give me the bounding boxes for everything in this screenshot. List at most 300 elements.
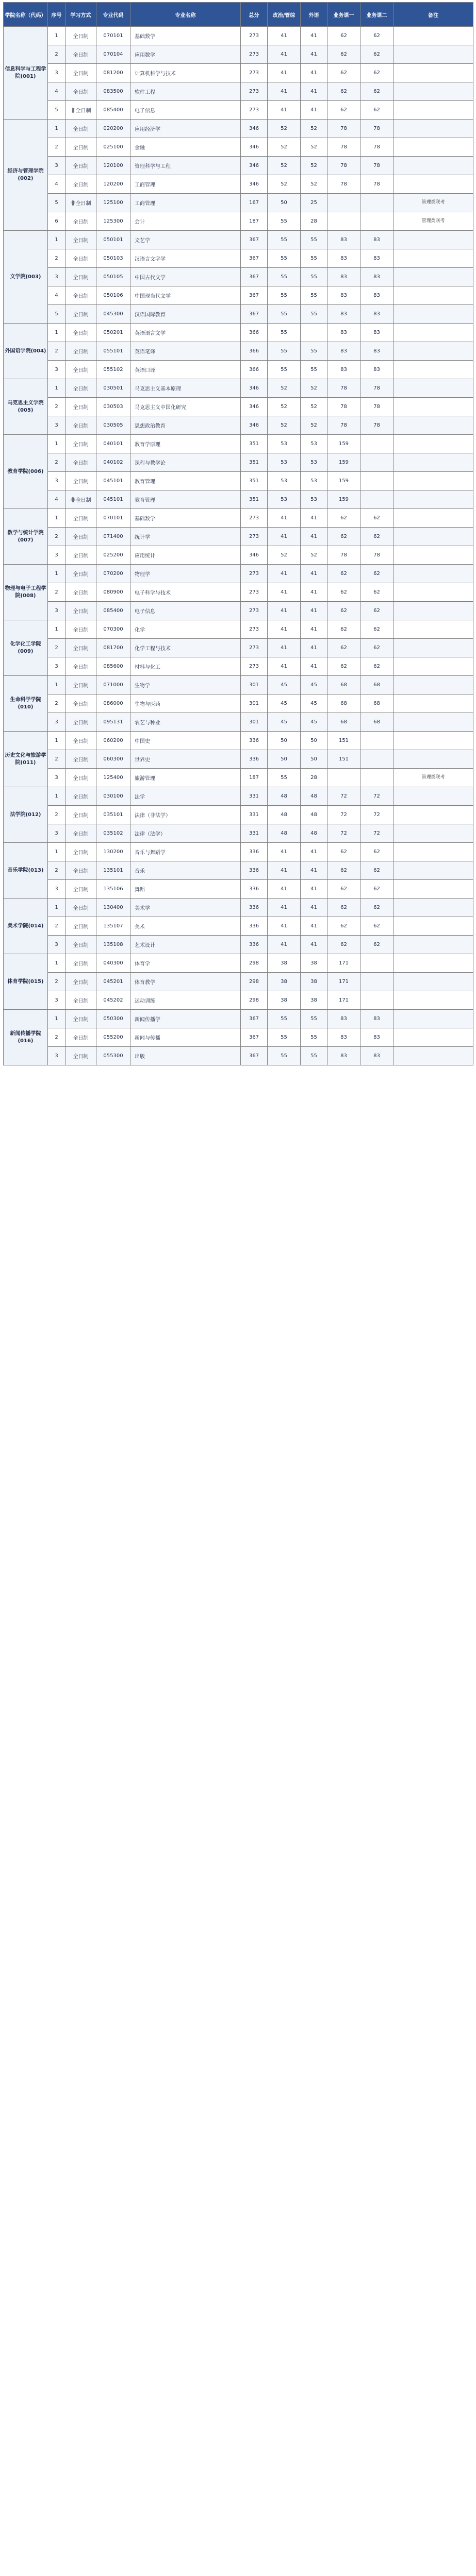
politics-cell: 41 bbox=[268, 843, 301, 861]
header-course-2: 业务课二 bbox=[360, 3, 393, 27]
note-cell bbox=[393, 82, 473, 101]
note-cell bbox=[393, 138, 473, 157]
index-cell: 2 bbox=[48, 45, 65, 64]
foreign-language-cell: 38 bbox=[301, 954, 327, 973]
note-cell bbox=[393, 620, 473, 639]
total-cell: 346 bbox=[241, 138, 268, 157]
major-name-cell: 英语笔译 bbox=[130, 342, 241, 361]
course-2-cell: 83 bbox=[360, 268, 393, 286]
college-cell: 音乐学院(013) bbox=[4, 843, 48, 899]
foreign-language-cell: 52 bbox=[301, 398, 327, 416]
course-1-cell: 83 bbox=[327, 305, 360, 324]
note-cell bbox=[393, 973, 473, 991]
course-2-cell: 83 bbox=[360, 361, 393, 379]
note-cell bbox=[393, 713, 473, 732]
table-row bbox=[4, 769, 473, 787]
foreign-language-cell: 52 bbox=[301, 157, 327, 175]
major-name-cell: 中国古代文学 bbox=[130, 268, 241, 286]
foreign-language-cell: 55 bbox=[301, 305, 327, 324]
table-row bbox=[4, 472, 473, 490]
foreign-language-cell: 45 bbox=[301, 694, 327, 713]
college-cell: 新闻传播学院(016) bbox=[4, 1010, 48, 1065]
major-name-cell: 基础数学 bbox=[130, 509, 241, 528]
foreign-language-cell: 41 bbox=[301, 528, 327, 546]
politics-cell: 38 bbox=[268, 954, 301, 973]
course-1-cell: 62 bbox=[327, 657, 360, 676]
course-2-cell: 78 bbox=[360, 546, 393, 565]
study-mode-cell: 非全日制 bbox=[65, 194, 96, 212]
table-row bbox=[4, 973, 473, 991]
table-header-row bbox=[4, 3, 473, 27]
note-cell bbox=[393, 120, 473, 138]
note-cell bbox=[393, 583, 473, 602]
index-cell: 1 bbox=[48, 732, 65, 750]
note-cell bbox=[393, 64, 473, 82]
college-cell: 数学与统计学院(007) bbox=[4, 509, 48, 565]
foreign-language-cell: 41 bbox=[301, 565, 327, 583]
major-name-cell: 汉语言文字学 bbox=[130, 249, 241, 268]
index-cell: 3 bbox=[48, 1047, 65, 1065]
note-cell bbox=[393, 1047, 473, 1065]
course-1-cell: 78 bbox=[327, 546, 360, 565]
course-1-cell: 78 bbox=[327, 398, 360, 416]
total-cell: 273 bbox=[241, 82, 268, 101]
study-mode-cell: 全日制 bbox=[65, 45, 96, 64]
table-row bbox=[4, 231, 473, 249]
major-name-cell: 教育管理 bbox=[130, 472, 241, 490]
course-2-cell: 83 bbox=[360, 231, 393, 249]
major-name-cell: 体育教学 bbox=[130, 973, 241, 991]
note-cell bbox=[393, 602, 473, 620]
index-cell: 1 bbox=[48, 324, 65, 342]
table-row bbox=[4, 991, 473, 1010]
major-code-cell: 040102 bbox=[96, 453, 130, 472]
major-code-cell: 055200 bbox=[96, 1028, 130, 1047]
study-mode-cell: 全日制 bbox=[65, 286, 96, 305]
index-cell: 3 bbox=[48, 657, 65, 676]
index-cell: 4 bbox=[48, 490, 65, 509]
index-cell: 3 bbox=[48, 546, 65, 565]
major-name-cell: 化学 bbox=[130, 620, 241, 639]
note-cell bbox=[393, 453, 473, 472]
major-code-cell: 071000 bbox=[96, 676, 130, 694]
course-1-cell: 159 bbox=[327, 472, 360, 490]
total-cell: 367 bbox=[241, 286, 268, 305]
major-code-cell: 055300 bbox=[96, 1047, 130, 1065]
major-name-cell: 生物与医药 bbox=[130, 694, 241, 713]
header-major-code: 专业代码 bbox=[96, 3, 130, 27]
major-name-cell: 应用经济学 bbox=[130, 120, 241, 138]
header-college: 学院名称（代码） bbox=[4, 3, 48, 27]
table-row bbox=[4, 917, 473, 936]
course-1-cell: 78 bbox=[327, 175, 360, 194]
study-mode-cell: 全日制 bbox=[65, 936, 96, 954]
table-row bbox=[4, 342, 473, 361]
index-cell: 3 bbox=[48, 880, 65, 899]
total-cell: 351 bbox=[241, 453, 268, 472]
course-2-cell: 68 bbox=[360, 713, 393, 732]
note-cell bbox=[393, 361, 473, 379]
course-2-cell: 62 bbox=[360, 509, 393, 528]
study-mode-cell: 全日制 bbox=[65, 305, 96, 324]
course-1-cell: 68 bbox=[327, 694, 360, 713]
major-code-cell: 040101 bbox=[96, 435, 130, 453]
total-cell: 273 bbox=[241, 528, 268, 546]
course-2-cell: 78 bbox=[360, 416, 393, 435]
note-cell bbox=[393, 899, 473, 917]
table-row bbox=[4, 398, 473, 416]
total-cell: 336 bbox=[241, 861, 268, 880]
major-name-cell: 马克思主义基本原理 bbox=[130, 379, 241, 398]
study-mode-cell: 全日制 bbox=[65, 843, 96, 861]
table-row bbox=[4, 361, 473, 379]
major-name-cell: 法学 bbox=[130, 787, 241, 806]
course-2-cell: 83 bbox=[360, 324, 393, 342]
total-cell: 346 bbox=[241, 157, 268, 175]
major-code-cell: 070104 bbox=[96, 45, 130, 64]
major-code-cell: 130400 bbox=[96, 899, 130, 917]
index-cell: 2 bbox=[48, 583, 65, 602]
college-cell: 美术学院(014) bbox=[4, 899, 48, 954]
politics-cell: 38 bbox=[268, 973, 301, 991]
major-name-cell: 马克思主义中国化研究 bbox=[130, 398, 241, 416]
total-cell: 301 bbox=[241, 694, 268, 713]
foreign-language-cell: 41 bbox=[301, 936, 327, 954]
major-code-cell: 135101 bbox=[96, 861, 130, 880]
foreign-language-cell: 55 bbox=[301, 342, 327, 361]
foreign-language-cell: 41 bbox=[301, 45, 327, 64]
major-code-cell: 040300 bbox=[96, 954, 130, 973]
course-1-cell: 83 bbox=[327, 231, 360, 249]
total-cell: 336 bbox=[241, 936, 268, 954]
note-cell bbox=[393, 286, 473, 305]
note-cell bbox=[393, 991, 473, 1010]
major-code-cell: 050106 bbox=[96, 286, 130, 305]
table-row bbox=[4, 435, 473, 453]
major-code-cell: 125100 bbox=[96, 194, 130, 212]
total-cell: 367 bbox=[241, 268, 268, 286]
study-mode-cell: 全日制 bbox=[65, 1047, 96, 1065]
major-name-cell: 金融 bbox=[130, 138, 241, 157]
foreign-language-cell: 41 bbox=[301, 861, 327, 880]
foreign-language-cell: 41 bbox=[301, 639, 327, 657]
study-mode-cell: 全日制 bbox=[65, 398, 96, 416]
total-cell: 273 bbox=[241, 602, 268, 620]
politics-cell: 55 bbox=[268, 286, 301, 305]
index-cell: 1 bbox=[48, 899, 65, 917]
politics-cell: 55 bbox=[268, 212, 301, 231]
major-name-cell: 软件工程 bbox=[130, 82, 241, 101]
study-mode-cell: 全日制 bbox=[65, 64, 96, 82]
index-cell: 3 bbox=[48, 991, 65, 1010]
politics-cell: 53 bbox=[268, 472, 301, 490]
foreign-language-cell: 55 bbox=[301, 361, 327, 379]
index-cell: 2 bbox=[48, 453, 65, 472]
course-1-cell: 62 bbox=[327, 899, 360, 917]
politics-cell: 41 bbox=[268, 565, 301, 583]
index-cell: 2 bbox=[48, 342, 65, 361]
course-2-cell: 83 bbox=[360, 249, 393, 268]
note-cell bbox=[393, 472, 473, 490]
note-cell bbox=[393, 880, 473, 899]
major-code-cell: 030100 bbox=[96, 787, 130, 806]
foreign-language-cell: 55 bbox=[301, 1028, 327, 1047]
total-cell: 367 bbox=[241, 305, 268, 324]
foreign-language-cell: 48 bbox=[301, 787, 327, 806]
major-code-cell: 030505 bbox=[96, 416, 130, 435]
index-cell: 1 bbox=[48, 843, 65, 861]
course-1-cell: 83 bbox=[327, 286, 360, 305]
index-cell: 1 bbox=[48, 120, 65, 138]
index-cell: 3 bbox=[48, 936, 65, 954]
course-2-cell: 62 bbox=[360, 936, 393, 954]
major-code-cell: 125400 bbox=[96, 769, 130, 787]
course-2-cell: 62 bbox=[360, 82, 393, 101]
politics-cell: 41 bbox=[268, 936, 301, 954]
index-cell: 2 bbox=[48, 750, 65, 769]
table-row bbox=[4, 861, 473, 880]
course-1-cell: 78 bbox=[327, 416, 360, 435]
note-cell bbox=[393, 416, 473, 435]
table-row bbox=[4, 899, 473, 917]
foreign-language-cell: 41 bbox=[301, 64, 327, 82]
note-cell bbox=[393, 490, 473, 509]
course-2-cell: 62 bbox=[360, 565, 393, 583]
total-cell: 301 bbox=[241, 676, 268, 694]
politics-cell: 50 bbox=[268, 194, 301, 212]
table-row bbox=[4, 565, 473, 583]
politics-cell: 53 bbox=[268, 490, 301, 509]
college-cell: 生命科学学院(010) bbox=[4, 676, 48, 732]
index-cell: 2 bbox=[48, 639, 65, 657]
course-2-cell bbox=[360, 212, 393, 231]
total-cell: 346 bbox=[241, 416, 268, 435]
table-row bbox=[4, 1010, 473, 1028]
course-1-cell: 62 bbox=[327, 639, 360, 657]
study-mode-cell: 全日制 bbox=[65, 732, 96, 750]
course-2-cell: 62 bbox=[360, 899, 393, 917]
total-cell: 346 bbox=[241, 546, 268, 565]
note-cell bbox=[393, 750, 473, 769]
study-mode-cell: 全日制 bbox=[65, 324, 96, 342]
course-1-cell: 68 bbox=[327, 676, 360, 694]
foreign-language-cell: 41 bbox=[301, 583, 327, 602]
course-1-cell: 62 bbox=[327, 936, 360, 954]
major-name-cell: 会计 bbox=[130, 212, 241, 231]
politics-cell: 41 bbox=[268, 861, 301, 880]
major-name-cell: 应用数学 bbox=[130, 45, 241, 64]
table-row bbox=[4, 286, 473, 305]
college-cell: 教育学院(006) bbox=[4, 435, 48, 509]
course-1-cell: 83 bbox=[327, 361, 360, 379]
admission-score-table bbox=[3, 2, 473, 1065]
foreign-language-cell: 48 bbox=[301, 824, 327, 843]
course-1-cell: 62 bbox=[327, 602, 360, 620]
foreign-language-cell: 53 bbox=[301, 435, 327, 453]
foreign-language-cell: 55 bbox=[301, 268, 327, 286]
study-mode-cell: 全日制 bbox=[65, 750, 96, 769]
major-name-cell: 电子信息 bbox=[130, 602, 241, 620]
politics-cell: 41 bbox=[268, 657, 301, 676]
course-2-cell: 78 bbox=[360, 138, 393, 157]
course-1-cell: 159 bbox=[327, 490, 360, 509]
foreign-language-cell: 25 bbox=[301, 194, 327, 212]
politics-cell: 50 bbox=[268, 750, 301, 769]
course-1-cell: 62 bbox=[327, 82, 360, 101]
major-code-cell: 070200 bbox=[96, 565, 130, 583]
course-2-cell bbox=[360, 472, 393, 490]
course-2-cell bbox=[360, 435, 393, 453]
foreign-language-cell: 55 bbox=[301, 1010, 327, 1028]
study-mode-cell: 全日制 bbox=[65, 268, 96, 286]
major-code-cell: 135106 bbox=[96, 880, 130, 899]
index-cell: 3 bbox=[48, 713, 65, 732]
study-mode-cell: 全日制 bbox=[65, 639, 96, 657]
course-1-cell: 78 bbox=[327, 157, 360, 175]
major-code-cell: 095131 bbox=[96, 713, 130, 732]
study-mode-cell: 全日制 bbox=[65, 231, 96, 249]
study-mode-cell: 全日制 bbox=[65, 991, 96, 1010]
course-1-cell: 83 bbox=[327, 268, 360, 286]
foreign-language-cell: 52 bbox=[301, 120, 327, 138]
college-cell: 体育学院(015) bbox=[4, 954, 48, 1010]
index-cell: 2 bbox=[48, 398, 65, 416]
course-1-cell: 83 bbox=[327, 1010, 360, 1028]
foreign-language-cell: 53 bbox=[301, 490, 327, 509]
politics-cell: 41 bbox=[268, 27, 301, 45]
total-cell: 346 bbox=[241, 379, 268, 398]
foreign-language-cell: 45 bbox=[301, 713, 327, 732]
study-mode-cell: 全日制 bbox=[65, 157, 96, 175]
total-cell: 298 bbox=[241, 973, 268, 991]
table-row bbox=[4, 954, 473, 973]
total-cell: 336 bbox=[241, 750, 268, 769]
major-name-cell: 法律（非法学） bbox=[130, 806, 241, 824]
note-cell bbox=[393, 639, 473, 657]
table-row bbox=[4, 787, 473, 806]
index-cell: 2 bbox=[48, 806, 65, 824]
major-code-cell: 025200 bbox=[96, 546, 130, 565]
major-code-cell: 060200 bbox=[96, 732, 130, 750]
major-code-cell: 030503 bbox=[96, 398, 130, 416]
table-row bbox=[4, 101, 473, 120]
note-cell bbox=[393, 175, 473, 194]
index-cell: 6 bbox=[48, 212, 65, 231]
study-mode-cell: 全日制 bbox=[65, 954, 96, 973]
major-name-cell: 法律（法学） bbox=[130, 824, 241, 843]
course-2-cell: 83 bbox=[360, 1010, 393, 1028]
total-cell: 331 bbox=[241, 824, 268, 843]
foreign-language-cell bbox=[301, 324, 327, 342]
course-1-cell bbox=[327, 194, 360, 212]
college-cell: 历史文化与旅游学院(011) bbox=[4, 732, 48, 787]
table-row bbox=[4, 936, 473, 954]
politics-cell: 41 bbox=[268, 101, 301, 120]
table-row bbox=[4, 64, 473, 82]
major-code-cell: 120100 bbox=[96, 157, 130, 175]
note-cell bbox=[393, 861, 473, 880]
table-row bbox=[4, 453, 473, 472]
major-code-cell: 085400 bbox=[96, 602, 130, 620]
course-1-cell bbox=[327, 769, 360, 787]
course-2-cell bbox=[360, 954, 393, 973]
total-cell: 273 bbox=[241, 101, 268, 120]
total-cell: 366 bbox=[241, 361, 268, 379]
college-cell: 信息科学与工程学院(001) bbox=[4, 27, 48, 120]
major-code-cell: 081200 bbox=[96, 64, 130, 82]
note-cell bbox=[393, 268, 473, 286]
foreign-language-cell: 38 bbox=[301, 973, 327, 991]
note-cell bbox=[393, 379, 473, 398]
course-1-cell: 62 bbox=[327, 861, 360, 880]
note-cell bbox=[393, 528, 473, 546]
study-mode-cell: 全日制 bbox=[65, 973, 96, 991]
major-name-cell: 旅游管理 bbox=[130, 769, 241, 787]
politics-cell: 55 bbox=[268, 324, 301, 342]
major-name-cell: 英语口译 bbox=[130, 361, 241, 379]
index-cell: 5 bbox=[48, 101, 65, 120]
course-1-cell: 62 bbox=[327, 64, 360, 82]
study-mode-cell: 全日制 bbox=[65, 212, 96, 231]
study-mode-cell: 全日制 bbox=[65, 917, 96, 936]
politics-cell: 48 bbox=[268, 787, 301, 806]
politics-cell: 45 bbox=[268, 676, 301, 694]
total-cell: 366 bbox=[241, 342, 268, 361]
table-row bbox=[4, 528, 473, 546]
politics-cell: 52 bbox=[268, 120, 301, 138]
politics-cell: 41 bbox=[268, 917, 301, 936]
index-cell: 2 bbox=[48, 861, 65, 880]
course-2-cell: 62 bbox=[360, 101, 393, 120]
politics-cell: 41 bbox=[268, 880, 301, 899]
course-2-cell bbox=[360, 490, 393, 509]
table-row bbox=[4, 843, 473, 861]
total-cell: 273 bbox=[241, 565, 268, 583]
major-name-cell: 教育学原理 bbox=[130, 435, 241, 453]
course-2-cell: 83 bbox=[360, 1028, 393, 1047]
table-row bbox=[4, 583, 473, 602]
study-mode-cell: 全日制 bbox=[65, 342, 96, 361]
index-cell: 2 bbox=[48, 694, 65, 713]
major-code-cell: 125300 bbox=[96, 212, 130, 231]
study-mode-cell: 全日制 bbox=[65, 509, 96, 528]
total-cell: 367 bbox=[241, 249, 268, 268]
foreign-language-cell: 53 bbox=[301, 453, 327, 472]
politics-cell: 53 bbox=[268, 435, 301, 453]
major-name-cell: 英语语言文学 bbox=[130, 324, 241, 342]
course-2-cell: 83 bbox=[360, 342, 393, 361]
note-cell bbox=[393, 676, 473, 694]
college-cell: 文学院(003) bbox=[4, 231, 48, 324]
foreign-language-cell: 55 bbox=[301, 286, 327, 305]
header-politics: 政治/管综 bbox=[268, 3, 301, 27]
index-cell: 1 bbox=[48, 565, 65, 583]
major-code-cell: 050101 bbox=[96, 231, 130, 249]
course-1-cell: 83 bbox=[327, 342, 360, 361]
foreign-language-cell: 53 bbox=[301, 472, 327, 490]
major-code-cell: 045300 bbox=[96, 305, 130, 324]
major-name-cell: 中国史 bbox=[130, 732, 241, 750]
foreign-language-cell: 41 bbox=[301, 843, 327, 861]
politics-cell: 41 bbox=[268, 509, 301, 528]
major-name-cell: 音乐 bbox=[130, 861, 241, 880]
major-name-cell: 基础数学 bbox=[130, 27, 241, 45]
major-name-cell: 物理学 bbox=[130, 565, 241, 583]
study-mode-cell: 全日制 bbox=[65, 528, 96, 546]
major-name-cell: 运动训练 bbox=[130, 991, 241, 1010]
foreign-language-cell: 55 bbox=[301, 249, 327, 268]
table-row bbox=[4, 546, 473, 565]
